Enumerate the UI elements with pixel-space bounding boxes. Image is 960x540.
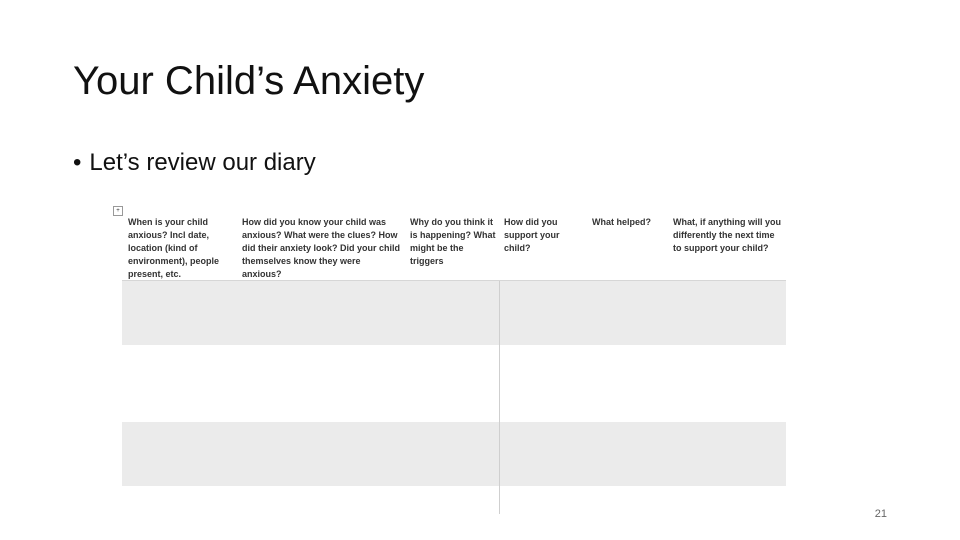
table-row[interactable] (122, 281, 786, 345)
table-row[interactable] (122, 345, 786, 422)
header-how-know: How did you know your child was anxious? What were the clues? How did their anxiety look? Did your child themselves know they were anxious? (242, 217, 401, 279)
table-row[interactable] (122, 422, 786, 486)
bullet-text: Let’s review our diary (89, 149, 316, 176)
header-support: How did you support your child? (504, 217, 560, 253)
slide-title: Your Child’s Anxiety (73, 59, 425, 103)
header-helped: What helped? (592, 217, 651, 227)
header-when: When is your child anxious? Incl date, location (kind of environment), people present, etc. (128, 217, 220, 279)
header-why: Why do you think it is happening? What might be the triggers (410, 217, 496, 266)
bullet-dot: • (73, 149, 82, 176)
header-next-time: What, if anything will you differently the next time to support your child? (673, 217, 781, 253)
table-move-handle-icon[interactable]: + (113, 206, 123, 216)
column-divider (499, 281, 500, 514)
diary-table (122, 212, 786, 514)
bullet-item (73, 148, 316, 178)
page-number: 21 (874, 508, 887, 520)
